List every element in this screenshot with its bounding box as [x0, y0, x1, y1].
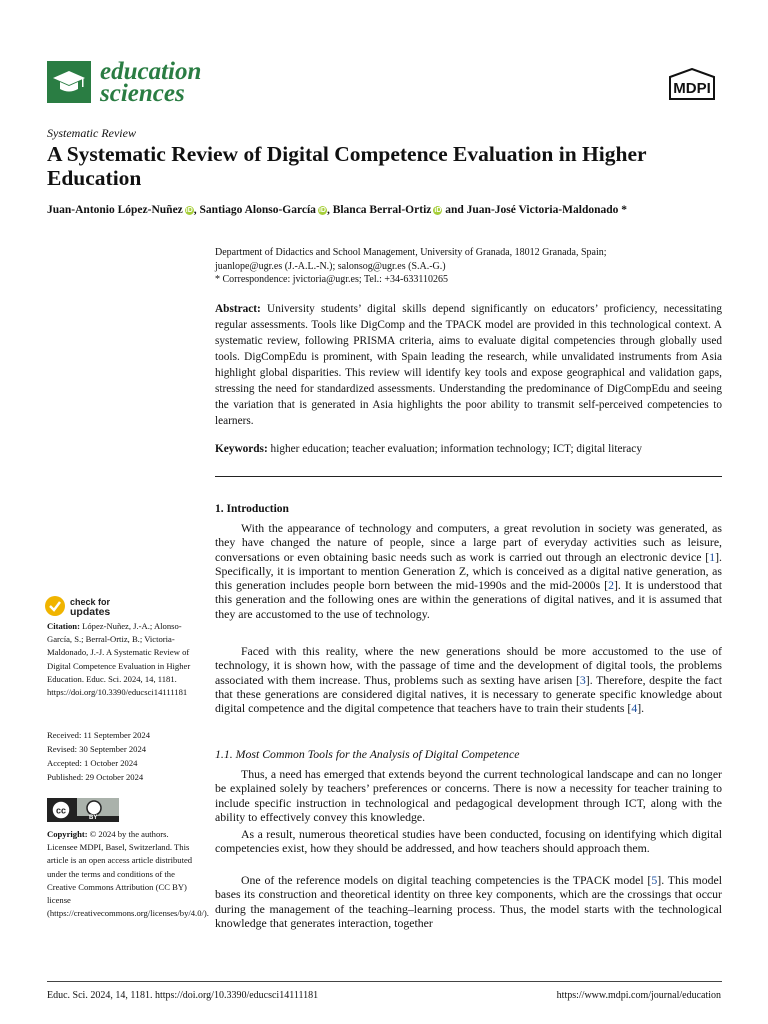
footer-journal-url[interactable]: https://www.mdpi.com/journal/education: [556, 990, 721, 1001]
creative-commons-icon: [47, 798, 119, 822]
author-list: Juan-Antonio López-Nuñez iD, Santiago Alonso-García iD, Blanca Berral-Ortiz iD and Juan-José Victoria-Maldonado *: [47, 204, 628, 216]
paragraph: With the appearance of technology and computers, a great revolution in society was generated, as they have changed the nature of people, since a large part of everyday activities such as leisure, conversations or even obtaining basic needs such as work is carried out through an electronic device [1]. Specifically, it is important to mention Generation Z, which is conceived as a digital native generation, as this generation includes people born between the mid-1990s and the mid-2000s [2]. It is understood that this generation and the following ones are within the generations of digital natives, and it is assumed that they are accustomed to the use of technology.: [215, 521, 722, 621]
paragraph: As a result, numerous theoretical studies have been conducted, focusing on identifying which digital competencies exist, how they should be addressed, and how teachers should approach them.: [215, 827, 722, 856]
abstract-text: University students’ digital skills depend significantly on educators’ proficiency, necessitating regular assessments. Tools like DigComp and the TPACK model are provided in this technological context. A systematic review, following PRISMA criteria, aims to evaluate digital competencies through globally used tools. DigCompEdu is prominent, with Spain leading the research, while unvalidated instruments from Asia highlight global disparities. This review will identify key tools and expose geographical and validation gaps, stressing the need for standardized assessments. Understanding the predominance of DigCompEdu and seeing the variation that is generated in Asia highlights the poor ability to transmit self-perceived competencies to learners.: [215, 303, 722, 427]
citation-label: Citation:: [47, 621, 80, 631]
article-title: A Systematic Review of Digital Competence Evaluation in Higher Education: [47, 142, 647, 190]
abstract: [215, 301, 722, 429]
citation-link[interactable]: 1: [709, 549, 716, 564]
check-updates-icon: [45, 596, 65, 616]
copyright-block: [47, 828, 209, 920]
author-3[interactable]: Blanca Berral-Ortiz: [332, 204, 432, 216]
copyright-label: Copyright:: [47, 829, 88, 839]
paragraph: Faced with this reality, where the new generations should be more accustomed to the use of technology, it is shown how, with the passage of time and the development of digital tools, the problems associated with them increase. Thus, problems such as sexting have arisen [3]. Therefore, despite the fact that these generations are considered digital natives, it is necessary to generate specific knowledge about digital competence and the digital competence that teachers have to train their students [4].: [215, 644, 722, 716]
revised-date: Revised: 30 September 2024: [47, 744, 147, 754]
publisher-logo: [664, 68, 720, 102]
citation-link[interactable]: 3: [579, 672, 586, 687]
svg-text:cc: cc: [55, 805, 67, 816]
author-4[interactable]: and Juan-José Victoria-Maldonado *: [445, 204, 628, 216]
received-date: Received: 11 September 2024: [47, 730, 151, 740]
cc-license-badge[interactable]: [47, 798, 119, 822]
citation-link[interactable]: 5: [651, 873, 658, 887]
article-type: Systematic Review: [47, 126, 136, 140]
footer-citation[interactable]: Educ. Sci. 2024, 14, 1181. https://doi.org/10.3390/educsci14111181: [47, 990, 319, 1001]
accepted-date: Accepted: 1 October 2024: [47, 758, 138, 768]
divider: [215, 476, 722, 477]
check-updates-label: check for updates: [70, 597, 111, 618]
orcid-icon[interactable]: iD: [318, 207, 326, 214]
paragraph: Thus, a need has emerged that extends beyond the current technological landscape and can no longer be explained solely by teachers’ preferences or concerns. There is now a necessity for teacher training to include specific instruction in technological and pedagogical development through ICT, along with the ability to effectively convey this knowledge.: [215, 767, 722, 824]
keywords: [215, 441, 722, 457]
publisher-name: MDPI: [673, 80, 711, 97]
keywords-label: Keywords:: [215, 443, 268, 455]
affiliation: Department of Didactics and School Management, University of Granada, 18012 Granada, Spain;: [215, 247, 607, 258]
copyright-text: © 2024 by the authors. Licensee MDPI, Basel, Switzerland. This article is an open access article distributed under the terms and conditions of the Creative Commons Attribution (CC BY) license (https://creativecommons.org/licenses/by/4.0/).: [47, 829, 209, 919]
correspondence: * Correspondence: jvictoria@ugr.es; Tel.: +34-633110265: [215, 274, 448, 285]
citation-link[interactable]: 4: [631, 701, 638, 716]
abstract-label: Abstract:: [215, 303, 261, 315]
paragraph: One of the reference models on digital teaching competencies is the TPACK model [5]. This model bases its construction and theoretical identity on three key components, which are the crossings that occur during the management of the teaching–learning process. Thus, the model starts with the technological knowledge that generates interaction, together: [215, 873, 722, 930]
graduation-cap-icon: [47, 61, 91, 103]
orcid-icon[interactable]: iD: [434, 207, 442, 214]
journal-name-line2: sciences: [100, 80, 185, 107]
published-date: Published: 29 October 2024: [47, 772, 144, 782]
journal-name-line1: education: [100, 58, 202, 85]
author-emails: juanlope@ugr.es (J.-A.L.-N.); salonsog@ugr.es (S.A.-G.): [215, 261, 446, 272]
orcid-icon[interactable]: iD: [185, 207, 193, 214]
license-badge-label: BY: [89, 815, 98, 821]
footer-divider: [47, 981, 722, 982]
keywords-text: higher education; teacher evaluation; information technology; ICT; digital literacy: [270, 443, 642, 455]
journal-logo: [47, 61, 91, 103]
citation-block: [47, 620, 199, 699]
section-heading: 1. Introduction: [215, 503, 289, 515]
citation-text: López-Nuñez, J.-A.; Alonso-García, S.; Berral-Ortiz, B.; Victoria-Maldonado, J.-J. A Systematic Review of Digital Competence Evaluation in Higher Education. Educ. Sci. 2024, 14, 1181. https://doi.org/10.3390/educsci14111181: [47, 621, 191, 698]
author-1[interactable]: Juan-Antonio López-Nuñez: [47, 204, 183, 216]
author-2[interactable]: Santiago Alonso-García: [199, 204, 316, 216]
subsection-heading: 1.1. Most Common Tools for the Analysis of Digital Competence: [215, 747, 520, 761]
citation-link[interactable]: 2: [608, 578, 614, 593]
check-for-updates[interactable]: [45, 596, 185, 618]
